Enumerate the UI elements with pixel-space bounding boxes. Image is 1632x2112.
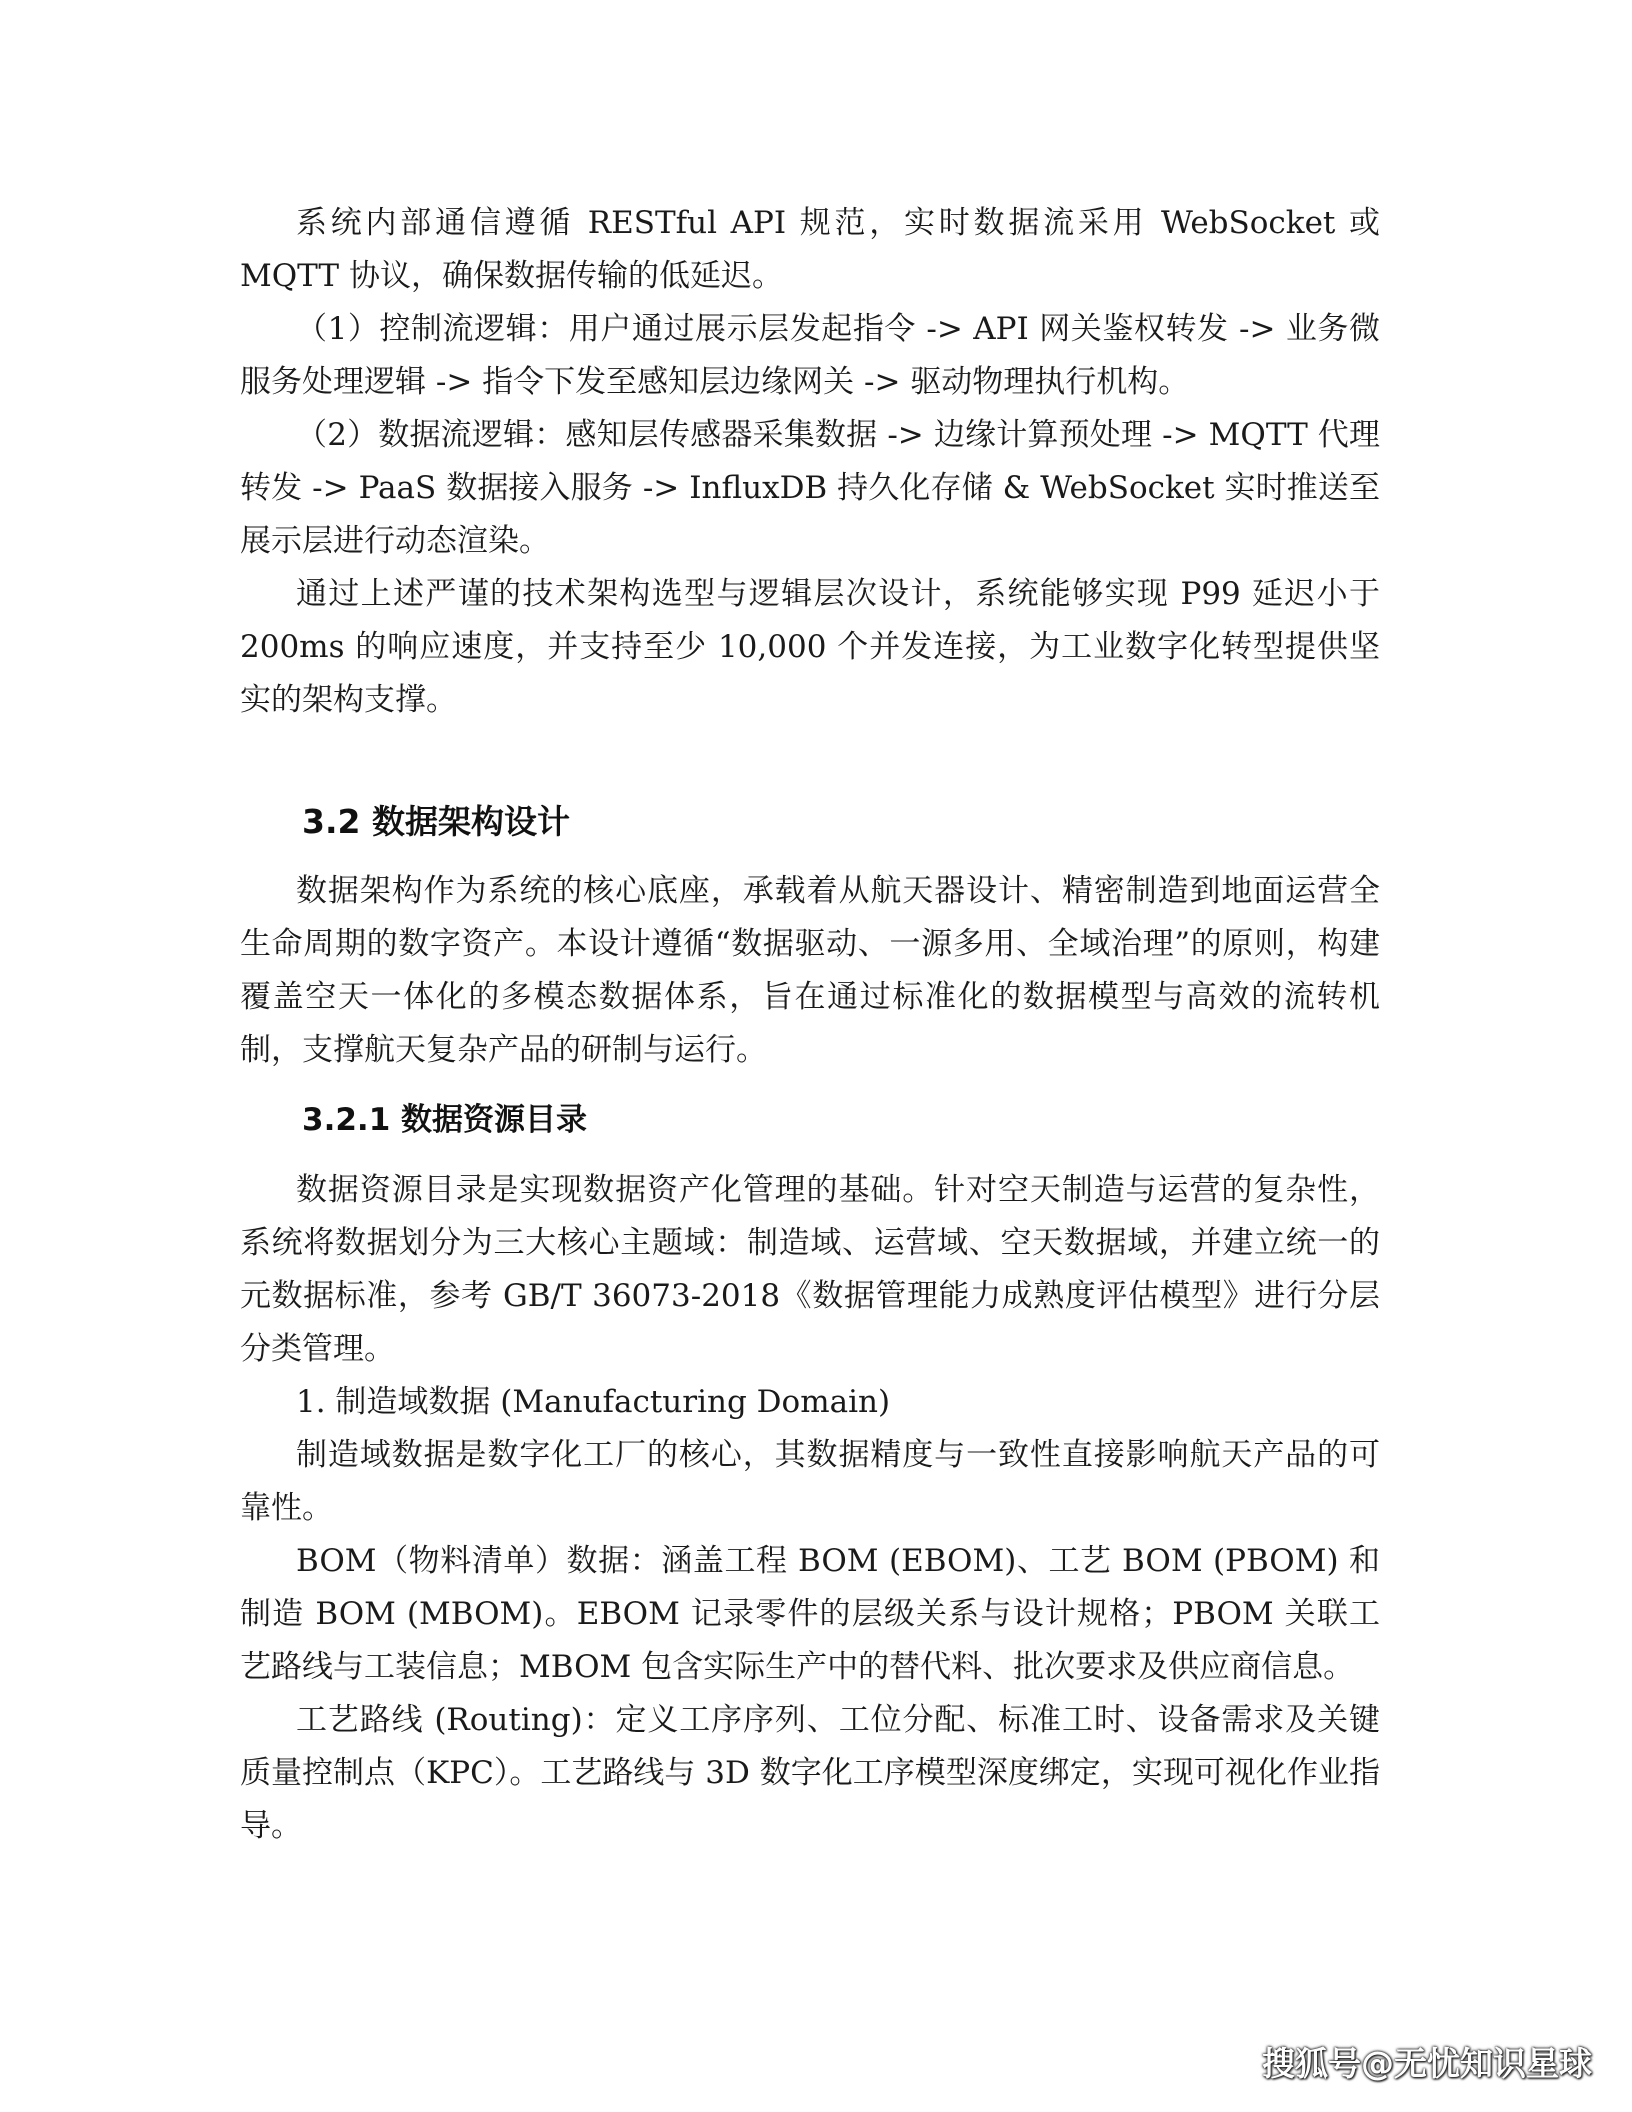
section-heading-3-2-1: 3.2.1 数据资源目录 — [302, 1102, 588, 1138]
paragraph-routing: 工艺路线 (Routing)：定义工序序列、工位分配、标准工时、设备需求及关键质量控制点（KPC）。工艺路线与 3D 数字化工序模型深度绑定，实现可视化作业指导。 — [240, 1702, 1380, 1844]
paragraph-control-flow: （1）控制流逻辑：用户通过展示层发起指令 -> API 网关鉴权转发 -> 业务微服务处理逻辑 -> 指令下发至感知层边缘网关 -> 驱动物理执行机构。 — [240, 311, 1380, 400]
watermark-text: 搜狐号@无忧知识星球 — [1262, 2044, 1592, 2083]
paragraph-resource-catalog: 数据资源目录是实现数据资产化管理的基础。针对空天制造与运营的复杂性，系统将数据划分为三大核心主题域：制造域、运营域、空天数据域，并建立统一的元数据标准，参考 GB/T 36073-2018《数据管理能力成熟度评估模型》进行分层分类管理。 — [240, 1172, 1380, 1367]
paragraph-data-architecture-intro: 数据架构作为系统的核心底座，承载着从航天器设计、精密制造到地面运营全生命周期的数字资产。本设计遵循“数据驱动、一源多用、全域治理”的原则，构建覆盖空天一体化的多模态数据体系，旨在通过标准化的数据模型与高效的流转机制，支撑航天复杂产品的研制与运行。 — [240, 873, 1380, 1068]
document-page — [240, 197, 1380, 1853]
paragraph-architecture-summary: 通过上述严谨的技术架构选型与逻辑层次设计，系统能够实现 P99 延迟小于 200ms 的响应速度，并支持至少 10,000 个并发连接，为工业数字化转型提供坚实的架构支撑。 — [240, 576, 1380, 718]
paragraph-manufacturing-domain: 制造域数据是数字化工厂的核心，其数据精度与一致性直接影响航天产品的可靠性。 — [240, 1437, 1380, 1526]
paragraph-communication: 系统内部通信遵循 RESTful API 规范，实时数据流采用 WebSocket 或 MQTT 协议，确保数据传输的低延迟。 — [240, 205, 1380, 294]
paragraph-data-flow: （2）数据流逻辑：感知层传感器采集数据 -> 边缘计算预处理 -> MQTT 代理转发 -> PaaS 数据接入服务 -> InfluxDB 持久化存储 & WebSocket 实时推送至展示层进行动态渲染。 — [240, 417, 1380, 559]
paragraph-bom: BOM（物料清单）数据：涵盖工程 BOM (EBOM)、工艺 BOM (PBOM) 和制造 BOM (MBOM)。EBOM 记录零件的层级关系与设计规格；PBOM 关联工艺路线与工装信息；MBOM 包含实际生产中的替代料、批次要求及供应商信息。 — [240, 1543, 1380, 1685]
list-item-manufacturing-domain: 1. 制造域数据 (Manufacturing Domain) — [296, 1384, 891, 1420]
section-heading-3-2: 3.2 数据架构设计 — [302, 802, 570, 841]
